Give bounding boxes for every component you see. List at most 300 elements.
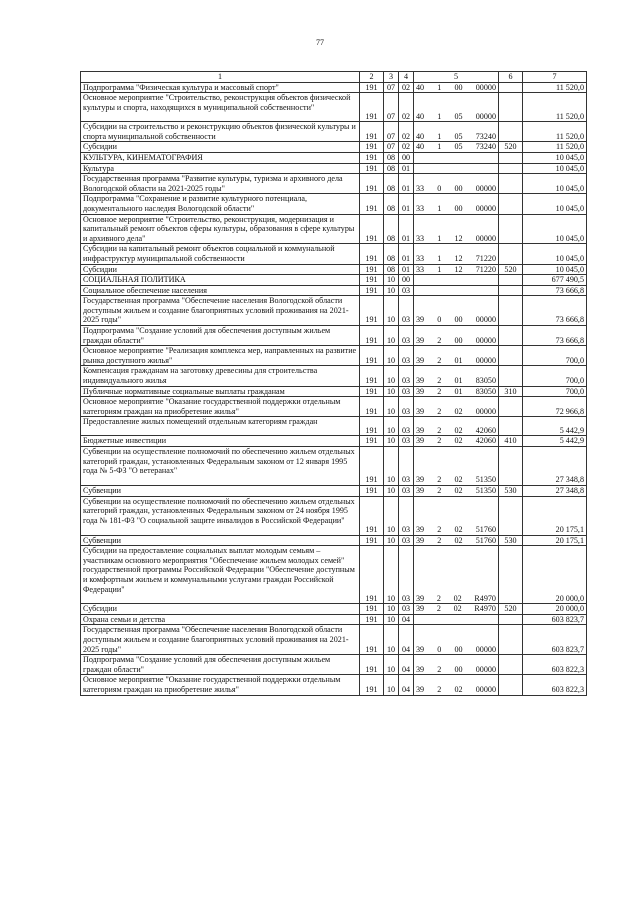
row-subsection-code: 03 xyxy=(399,397,414,417)
row-admin-code: 191 xyxy=(360,614,384,625)
row-section-code: 10 xyxy=(384,275,399,286)
target-article-part: 02 xyxy=(454,535,463,545)
row-subsection-code: 02 xyxy=(399,122,414,142)
row-admin-code: 191 xyxy=(360,386,384,397)
row-subsection-code: 03 xyxy=(399,447,414,486)
row-subsection-code: 01 xyxy=(399,163,414,174)
row-section-code: 10 xyxy=(384,447,399,486)
row-section-code: 08 xyxy=(384,163,399,174)
row-admin-code: 191 xyxy=(360,275,384,286)
target-article-parts xyxy=(415,594,497,604)
target-article-part: 00000 xyxy=(475,664,496,674)
row-section-code: 10 xyxy=(384,535,399,546)
row-name: Субвенции xyxy=(81,486,360,497)
target-article-part: 71220 xyxy=(475,264,496,274)
target-article-part: 73240 xyxy=(475,142,496,152)
row-subsection-code: 00 xyxy=(399,275,414,286)
row-name: Бюджетные инвестиции xyxy=(81,436,360,447)
table-row xyxy=(81,447,587,486)
table-row xyxy=(81,417,587,436)
target-article-part: 1 xyxy=(437,203,442,213)
row-expense-type xyxy=(499,163,523,174)
target-article-part: 12 xyxy=(454,253,463,263)
target-article-part: 33 xyxy=(416,253,425,263)
row-subsection-code: 03 xyxy=(399,546,414,604)
row-subsection-code: 03 xyxy=(399,604,414,615)
target-article-part: 00 xyxy=(454,664,463,674)
row-subsection-code: 03 xyxy=(399,346,414,366)
row-expense-type xyxy=(499,285,523,296)
target-article-part: 02 xyxy=(454,436,463,446)
target-article-part: 0 xyxy=(437,183,442,193)
target-article-part: 39 xyxy=(416,593,425,603)
row-section-code: 10 xyxy=(384,397,399,417)
row-sum: 20 000,0 xyxy=(523,604,587,615)
row-expense-type xyxy=(499,93,523,122)
row-name: Подпрограмма "Физическая культура и массовый спорт" xyxy=(81,82,360,93)
row-section-code: 10 xyxy=(384,625,399,655)
row-name: Государственная программа "Обеспечение населения Вологодской области доступным жильем и создание благоприятных условий проживания на 2021-2025 годы" xyxy=(81,625,360,655)
row-name: Культура xyxy=(81,163,360,174)
row-sum: 27 348,8 xyxy=(523,447,587,486)
row-section-code: 10 xyxy=(384,486,399,497)
col-header-sum: 7 xyxy=(523,72,587,83)
row-target-article xyxy=(414,417,499,436)
row-name: Подпрограмма "Сохранение и развитие культурного потенциала, документального наследия Вологодской области" xyxy=(81,194,360,214)
row-target-article xyxy=(414,174,499,194)
row-admin-code: 191 xyxy=(360,264,384,275)
row-expense-type xyxy=(499,397,523,417)
table-row xyxy=(81,244,587,264)
target-article-parts xyxy=(415,336,497,346)
row-name: Субвенции на осуществление полномочий по обеспечению жильем отдельных категорий граждан, установленных Федеральным законом от 24 ноября 1995 года № 181-ФЗ "О социальной защите инвалидов в Российской Федерации" xyxy=(81,496,360,535)
row-section-code: 10 xyxy=(384,614,399,625)
target-article-part: 2 xyxy=(437,486,442,495)
page-number: 77 xyxy=(316,38,324,47)
row-target-article xyxy=(414,122,499,142)
row-section-code: 10 xyxy=(384,436,399,447)
row-expense-type xyxy=(499,122,523,142)
target-article-parts xyxy=(415,112,497,122)
target-article-part: 33 xyxy=(416,233,425,243)
target-article-part: 1 xyxy=(437,264,442,274)
row-expense-type xyxy=(499,152,523,163)
row-target-article xyxy=(414,386,499,397)
row-expense-type: 520 xyxy=(499,264,523,275)
row-target-article xyxy=(414,535,499,546)
target-article-parts xyxy=(415,486,497,496)
row-name: Субсидии xyxy=(81,604,360,615)
row-name: Основное мероприятие "Оказание государственной поддержки отдельным категориям граждан на приобретение жилья" xyxy=(81,397,360,417)
row-expense-type xyxy=(499,496,523,535)
row-subsection-code: 04 xyxy=(399,625,414,655)
row-name: Субсидии на капитальный ремонт объектов социальной и коммунальной инфраструктур муниципальной собственности xyxy=(81,244,360,264)
target-article-part: 1 xyxy=(437,253,442,263)
target-article-parts xyxy=(415,204,497,214)
row-admin-code: 191 xyxy=(360,486,384,497)
target-article-part: 39 xyxy=(416,486,425,495)
row-name: Публичные нормативные социальные выплаты гражданам xyxy=(81,386,360,397)
target-article-part: 02 xyxy=(454,684,463,694)
target-article-part: 00000 xyxy=(475,644,496,654)
row-admin-code: 191 xyxy=(360,366,384,386)
row-admin-code: 191 xyxy=(360,655,384,675)
target-article-part: 00 xyxy=(454,315,463,325)
table-row xyxy=(81,285,587,296)
row-name: Субсидии xyxy=(81,142,360,153)
target-article-part: 00 xyxy=(454,82,463,92)
target-article-part: 02 xyxy=(454,486,463,495)
row-sum: 677 490,5 xyxy=(523,275,587,286)
row-target-article xyxy=(414,152,499,163)
row-subsection-code: 03 xyxy=(399,296,414,326)
table-row xyxy=(81,296,587,326)
row-sum: 72 966,8 xyxy=(523,397,587,417)
row-target-article xyxy=(414,496,499,535)
target-article-parts xyxy=(415,83,497,93)
target-article-part: 00000 xyxy=(475,335,496,345)
row-name: Основное мероприятие "Строительство, реконструкция, модернизация и капитальный ремонт объектов сферы культуры, образования в сфере культуры и архивного дела" xyxy=(81,214,360,244)
row-subsection-code: 00 xyxy=(399,152,414,163)
row-subsection-code: 03 xyxy=(399,386,414,397)
row-sum: 10 045,0 xyxy=(523,194,587,214)
row-target-article xyxy=(414,397,499,417)
table-row xyxy=(81,397,587,417)
target-article-part: 2 xyxy=(437,355,442,365)
target-article-part: 00000 xyxy=(475,233,496,243)
row-name: Социальное обеспечение населения xyxy=(81,285,360,296)
table-row xyxy=(81,625,587,655)
target-article-part: 39 xyxy=(416,644,425,654)
row-admin-code: 191 xyxy=(360,436,384,447)
row-admin-code: 191 xyxy=(360,163,384,174)
target-article-part: 05 xyxy=(454,111,463,121)
target-article-parts xyxy=(415,525,497,535)
target-article-part: 00000 xyxy=(475,406,496,416)
row-subsection-code: 02 xyxy=(399,93,414,122)
row-sum: 5 442,9 xyxy=(523,417,587,436)
row-sum: 603 822,3 xyxy=(523,655,587,675)
row-section-code: 10 xyxy=(384,326,399,346)
target-article-part: 01 xyxy=(454,386,463,396)
col-header-expense-type: 6 xyxy=(499,72,523,83)
row-section-code: 10 xyxy=(384,655,399,675)
row-section-code: 08 xyxy=(384,174,399,194)
target-article-part: 42060 xyxy=(475,436,496,446)
target-article-part: 02 xyxy=(453,604,462,614)
row-subsection-code: 03 xyxy=(399,436,414,447)
row-section-code: 07 xyxy=(384,122,399,142)
row-expense-type xyxy=(499,82,523,93)
target-article-parts xyxy=(415,387,497,397)
table-row xyxy=(81,174,587,194)
row-target-article xyxy=(414,604,499,615)
row-admin-code: 191 xyxy=(360,142,384,153)
row-name: Субвенции на осуществление полномочий по обеспечению жильем отдельных категорий граждан, установленных Федеральным законом от 12 января 1995 года № 5-ФЗ "О ветеранах" xyxy=(81,447,360,486)
row-admin-code: 191 xyxy=(360,546,384,604)
target-article-part: 39 xyxy=(416,425,425,435)
col-header-subsection: 4 xyxy=(399,72,414,83)
target-article-part: 00 xyxy=(454,644,463,654)
target-article-parts xyxy=(415,376,497,386)
row-target-article xyxy=(414,163,499,174)
table-row xyxy=(81,346,587,366)
table-row xyxy=(81,386,587,397)
row-sum: 700,0 xyxy=(523,346,587,366)
row-admin-code: 191 xyxy=(360,447,384,486)
row-sum: 10 045,0 xyxy=(523,152,587,163)
row-sum: 20 175,1 xyxy=(523,496,587,535)
row-sum: 73 666,8 xyxy=(523,326,587,346)
row-name: Предоставление жилых помещений отдельным категориям граждан xyxy=(81,417,360,436)
table-row xyxy=(81,194,587,214)
target-article-part: 2 xyxy=(437,425,442,435)
row-target-article xyxy=(414,436,499,447)
target-article-part: 83050 xyxy=(475,386,496,396)
table-row xyxy=(81,275,587,286)
row-sum: 10 045,0 xyxy=(523,174,587,194)
row-expense-type xyxy=(499,214,523,244)
target-article-parts xyxy=(415,265,497,275)
row-admin-code: 191 xyxy=(360,675,384,695)
row-section-code: 10 xyxy=(384,285,399,296)
target-article-part: 00 xyxy=(454,203,463,213)
target-article-parts xyxy=(415,426,497,436)
row-admin-code: 191 xyxy=(360,82,384,93)
target-article-part: 00000 xyxy=(475,183,496,193)
row-expense-type xyxy=(499,675,523,695)
target-article-part: 02 xyxy=(453,593,462,603)
target-article-part: 01 xyxy=(454,355,463,365)
row-section-code: 10 xyxy=(384,417,399,436)
target-article-part: 83050 xyxy=(475,376,496,386)
row-admin-code: 191 xyxy=(360,152,384,163)
row-target-article xyxy=(414,194,499,214)
target-article-part: 40 xyxy=(416,131,425,141)
row-target-article xyxy=(414,296,499,326)
target-article-parts xyxy=(415,315,497,325)
target-article-part: 1 xyxy=(437,111,442,121)
row-sum: 20 175,1 xyxy=(523,535,587,546)
row-section-code: 10 xyxy=(384,346,399,366)
row-sum: 603 823,7 xyxy=(523,625,587,655)
row-subsection-code: 04 xyxy=(399,614,414,625)
row-section-code: 08 xyxy=(384,194,399,214)
table-row xyxy=(81,675,587,695)
row-sum: 73 666,8 xyxy=(523,285,587,296)
table-row xyxy=(81,326,587,346)
target-article-parts xyxy=(415,685,497,695)
target-article-part: 39 xyxy=(416,475,425,485)
row-name: Охрана семьи и детства xyxy=(81,614,360,625)
row-admin-code: 191 xyxy=(360,496,384,535)
target-article-part: 2 xyxy=(437,406,442,416)
target-article-part: 00 xyxy=(454,183,463,193)
budget-table-body xyxy=(81,72,587,696)
row-sum: 11 520,0 xyxy=(523,142,587,153)
target-article-part: 2 xyxy=(437,684,442,694)
target-article-part: 39 xyxy=(416,386,425,396)
row-admin-code: 191 xyxy=(360,625,384,655)
table-row xyxy=(81,546,587,604)
target-article-part: 2 xyxy=(437,664,442,674)
target-article-part: 39 xyxy=(416,436,425,446)
row-admin-code: 191 xyxy=(360,397,384,417)
row-subsection-code: 01 xyxy=(399,264,414,275)
target-article-part: 33 xyxy=(416,183,425,193)
row-section-code: 08 xyxy=(384,152,399,163)
table-row xyxy=(81,496,587,535)
target-article-part: 51350 xyxy=(475,475,496,485)
target-article-part: 2 xyxy=(437,475,442,485)
row-target-article xyxy=(414,244,499,264)
row-expense-type xyxy=(499,614,523,625)
target-article-parts xyxy=(415,132,497,142)
target-article-parts xyxy=(415,665,497,675)
row-admin-code: 191 xyxy=(360,535,384,546)
row-admin-code: 191 xyxy=(360,194,384,214)
table-row xyxy=(81,604,587,615)
row-admin-code: 191 xyxy=(360,604,384,615)
table-row xyxy=(81,655,587,675)
target-article-part: 1 xyxy=(437,131,442,141)
table-row xyxy=(81,82,587,93)
target-article-parts xyxy=(415,184,497,194)
row-name: Субсидии на предоставление социальных выплат молодым семьям – участникам основного мероприятия "Обеспечение жильем молодых семей" государственной программы Российской Федерации "Обеспечение доступным и комфортным жильем и коммунальными услугами граждан Российской Федерации" xyxy=(81,546,360,604)
target-article-part: 39 xyxy=(416,535,425,545)
target-article-part: 40 xyxy=(416,142,425,152)
table-row xyxy=(81,264,587,275)
row-target-article xyxy=(414,447,499,486)
row-subsection-code: 03 xyxy=(399,326,414,346)
row-expense-type: 310 xyxy=(499,386,523,397)
target-article-part: 12 xyxy=(454,233,463,243)
target-article-part: 05 xyxy=(454,142,463,152)
target-article-part: 1 xyxy=(437,233,442,243)
target-article-part: 2 xyxy=(437,436,442,446)
row-target-article xyxy=(414,675,499,695)
target-article-part: 39 xyxy=(416,406,425,416)
row-section-code: 10 xyxy=(384,604,399,615)
target-article-part: 33 xyxy=(416,264,425,274)
target-article-part: 51350 xyxy=(475,486,496,495)
target-article-part: R4970 xyxy=(474,604,496,614)
row-section-code: 07 xyxy=(384,142,399,153)
row-admin-code: 191 xyxy=(360,346,384,366)
row-expense-type xyxy=(499,174,523,194)
row-target-article xyxy=(414,275,499,286)
target-article-part: 00000 xyxy=(475,111,496,121)
row-admin-code: 191 xyxy=(360,417,384,436)
target-article-part: 71220 xyxy=(475,253,496,263)
row-sum: 11 520,0 xyxy=(523,122,587,142)
target-article-part: 2 xyxy=(437,376,442,386)
row-expense-type xyxy=(499,194,523,214)
target-article-parts xyxy=(415,475,497,485)
row-sum: 27 348,8 xyxy=(523,486,587,497)
col-header-target-article: 5 xyxy=(414,72,499,83)
row-subsection-code: 01 xyxy=(399,194,414,214)
target-article-parts xyxy=(415,536,497,546)
table-row xyxy=(81,152,587,163)
row-expense-type xyxy=(499,346,523,366)
row-target-article xyxy=(414,655,499,675)
row-subsection-code: 04 xyxy=(399,655,414,675)
row-expense-type xyxy=(499,326,523,346)
row-sum: 603 822,3 xyxy=(523,675,587,695)
row-subsection-code: 01 xyxy=(399,174,414,194)
row-subsection-code: 04 xyxy=(399,675,414,695)
row-expense-type xyxy=(499,366,523,386)
row-sum: 700,0 xyxy=(523,386,587,397)
target-article-part: 39 xyxy=(416,664,425,674)
row-sum: 73 666,8 xyxy=(523,296,587,326)
table-row xyxy=(81,436,587,447)
row-expense-type: 530 xyxy=(499,486,523,497)
row-expense-type xyxy=(499,625,523,655)
row-subsection-code: 01 xyxy=(399,244,414,264)
table-row xyxy=(81,122,587,142)
row-name: Основное мероприятие "Строительство, реконструкция объектов физической культуры и спорта, находящихся в муниципальной собственности" xyxy=(81,93,360,122)
target-article-part: 39 xyxy=(416,684,425,694)
col-header-admin: 2 xyxy=(360,72,384,83)
target-article-part: 40 xyxy=(416,82,425,92)
row-name: КУЛЬТУРА, КИНЕМАТОГРАФИЯ xyxy=(81,152,360,163)
row-admin-code: 191 xyxy=(360,214,384,244)
row-sum: 10 045,0 xyxy=(523,214,587,244)
row-section-code: 10 xyxy=(384,296,399,326)
target-article-parts xyxy=(415,142,497,152)
row-admin-code: 191 xyxy=(360,244,384,264)
target-article-part: 2 xyxy=(437,525,442,534)
row-sum: 11 520,0 xyxy=(523,82,587,93)
row-expense-type: 520 xyxy=(499,142,523,153)
row-subsection-code: 03 xyxy=(399,496,414,535)
target-article-part: 12 xyxy=(454,264,463,274)
row-section-code: 10 xyxy=(384,366,399,386)
target-article-part: 00000 xyxy=(475,355,496,365)
target-article-part: 05 xyxy=(454,131,463,141)
target-article-part: 2 xyxy=(437,535,442,545)
col-header-name: 1 xyxy=(81,72,360,83)
row-subsection-code: 03 xyxy=(399,417,414,436)
target-article-parts xyxy=(415,436,497,446)
row-admin-code: 191 xyxy=(360,93,384,122)
target-article-part: 02 xyxy=(454,525,463,534)
row-name: Субсидии на строительство и реконструкцию объектов физической культуры и спорта муниципальной собственности xyxy=(81,122,360,142)
target-article-part: 2 xyxy=(436,604,441,614)
target-article-part: 0 xyxy=(437,644,442,654)
row-sum: 5 442,9 xyxy=(523,436,587,447)
target-article-part: 33 xyxy=(416,203,425,213)
row-sum: 603 823,7 xyxy=(523,614,587,625)
row-name: Основное мероприятие "Оказание государственной поддержки отдельным категориям граждан на приобретение жилья" xyxy=(81,675,360,695)
target-article-part: 40 xyxy=(416,111,425,121)
row-subsection-code: 03 xyxy=(399,486,414,497)
target-article-part: 01 xyxy=(454,376,463,386)
table-row xyxy=(81,486,587,497)
row-section-code: 10 xyxy=(384,546,399,604)
target-article-part: 1 xyxy=(437,82,442,92)
row-admin-code: 191 xyxy=(360,285,384,296)
target-article-part: 39 xyxy=(416,376,425,386)
row-target-article xyxy=(414,214,499,244)
target-article-parts xyxy=(415,407,497,417)
row-name: Подпрограмма "Создание условий для обеспечения доступным жильем граждан области" xyxy=(81,326,360,346)
row-name: Государственная программа "Развитие культуры, туризма и архивного дела Вологодской области на 2021-2025 годы" xyxy=(81,174,360,194)
target-article-part: 1 xyxy=(437,142,442,152)
row-target-article xyxy=(414,546,499,604)
